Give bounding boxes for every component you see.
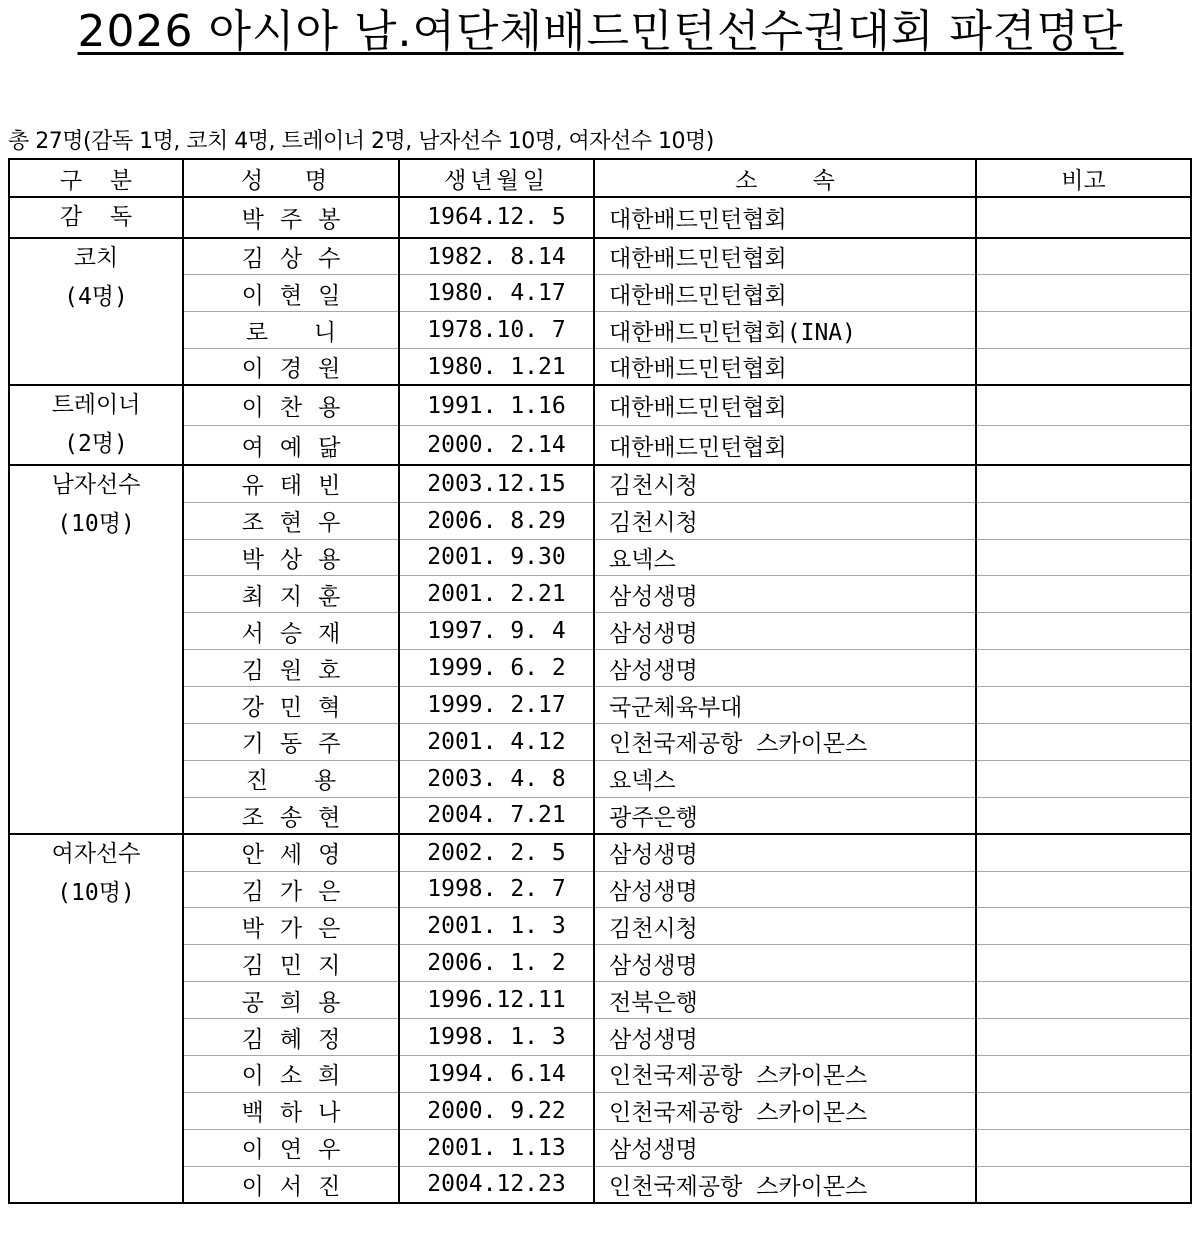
group-count: (4명) <box>64 283 128 310</box>
member-affiliation: 전북은행 <box>594 982 976 1019</box>
member-name: 이현일 <box>183 275 399 312</box>
member-birthdate: 2004. 7.21 <box>399 797 594 834</box>
table-row <box>9 945 1191 982</box>
member-affiliation: 김천시청 <box>594 465 976 502</box>
member-name: 이연우 <box>183 1129 399 1166</box>
group-category-cell <box>9 385 183 465</box>
member-name: 김원호 <box>183 650 399 687</box>
table-row <box>9 312 1191 349</box>
member-name: 김가은 <box>183 871 399 908</box>
member-note <box>976 385 1191 425</box>
member-note <box>976 1129 1191 1166</box>
member-affiliation: 삼성생명 <box>594 1129 976 1166</box>
member-name: 서승재 <box>183 613 399 650</box>
group-count: (2명) <box>64 431 128 458</box>
group-label: 여자선수 <box>51 841 141 868</box>
roster-table <box>8 158 1192 1204</box>
member-note <box>976 502 1191 539</box>
member-name: 김혜정 <box>183 1019 399 1056</box>
group-count: (10명) <box>57 511 135 538</box>
group-count: (10명) <box>57 880 135 907</box>
member-affiliation: 대한배드민턴협회 <box>594 238 976 275</box>
member-name: 박주봉 <box>183 197 399 238</box>
member-note <box>976 687 1191 724</box>
member-birthdate: 2006. 1. 2 <box>399 945 594 982</box>
table-row <box>9 1092 1191 1129</box>
member-affiliation: 광주은행 <box>594 797 976 834</box>
member-note <box>976 650 1191 687</box>
member-affiliation: 요넥스 <box>594 539 976 576</box>
member-birthdate: 2002. 2. 5 <box>399 834 594 871</box>
roster-summary: 총 27명(감독 1명, 코치 4명, 트레이너 2명, 남자선수 10명, 여자선수 10명) <box>8 129 714 154</box>
member-name: 이찬용 <box>183 385 399 425</box>
member-birthdate: 2001. 1.13 <box>399 1129 594 1166</box>
table-row <box>9 197 1191 238</box>
member-name: 여예닮 <box>183 425 399 465</box>
member-affiliation: 삼성생명 <box>594 650 976 687</box>
member-note <box>976 197 1191 238</box>
member-note <box>976 349 1191 386</box>
member-birthdate: 2000. 9.22 <box>399 1092 594 1129</box>
table-row <box>9 1019 1191 1056</box>
table-row <box>9 385 1191 425</box>
member-affiliation: 인천국제공항 스카이몬스 <box>594 723 976 760</box>
member-birthdate: 1998. 1. 3 <box>399 1019 594 1056</box>
table-row <box>9 425 1191 465</box>
member-affiliation: 인천국제공항 스카이몬스 <box>594 1055 976 1092</box>
member-birthdate: 2006. 8.29 <box>399 502 594 539</box>
member-affiliation: 인천국제공항 스카이몬스 <box>594 1166 976 1203</box>
member-note <box>976 1055 1191 1092</box>
table-row <box>9 502 1191 539</box>
member-note <box>976 1166 1191 1203</box>
table-row <box>9 613 1191 650</box>
table-row <box>9 908 1191 945</box>
member-name: 이소희 <box>183 1055 399 1092</box>
member-name: 진 용 <box>183 760 399 797</box>
member-note <box>976 834 1191 871</box>
table-row <box>9 871 1191 908</box>
table-row <box>9 723 1191 760</box>
member-birthdate: 1999. 6. 2 <box>399 650 594 687</box>
member-birthdate: 2001. 1. 3 <box>399 908 594 945</box>
member-birthdate: 2001. 2.21 <box>399 576 594 613</box>
member-affiliation: 대한배드민턴협회 <box>594 197 976 238</box>
table-row <box>9 687 1191 724</box>
member-affiliation: 대한배드민턴협회(INA) <box>594 312 976 349</box>
member-note <box>976 723 1191 760</box>
member-birthdate: 1994. 6.14 <box>399 1055 594 1092</box>
table-row <box>9 797 1191 834</box>
member-name: 김상수 <box>183 238 399 275</box>
table-row <box>9 238 1191 275</box>
member-birthdate: 2003. 4. 8 <box>399 760 594 797</box>
table-row <box>9 650 1191 687</box>
member-note <box>976 275 1191 312</box>
group-label: 트레이너 <box>51 392 141 419</box>
member-note <box>976 982 1191 1019</box>
member-name: 조현우 <box>183 502 399 539</box>
member-name: 박가은 <box>183 908 399 945</box>
member-birthdate: 1978.10. 7 <box>399 312 594 349</box>
member-note <box>976 312 1191 349</box>
member-birthdate: 1996.12.11 <box>399 982 594 1019</box>
table-row <box>9 834 1191 871</box>
member-affiliation: 삼성생명 <box>594 834 976 871</box>
table-row <box>9 1166 1191 1203</box>
member-name: 안세영 <box>183 834 399 871</box>
table-header-row <box>9 159 1191 197</box>
title-text: 2026 아시아 남.여단체배드민턴선수권대회 파견명단 <box>77 6 1124 57</box>
group-category-cell <box>9 238 183 386</box>
group-label: 코치 <box>73 244 119 271</box>
member-name: 이서진 <box>183 1166 399 1203</box>
member-name: 최지훈 <box>183 576 399 613</box>
member-note <box>976 613 1191 650</box>
member-affiliation: 삼성생명 <box>594 1019 976 1056</box>
member-name: 김민지 <box>183 945 399 982</box>
member-note <box>976 871 1191 908</box>
member-name: 강민혁 <box>183 687 399 724</box>
member-birthdate: 1991. 1.16 <box>399 385 594 425</box>
member-name: 유태빈 <box>183 465 399 502</box>
header-note: 비고 <box>976 159 1191 197</box>
member-name: 백하나 <box>183 1092 399 1129</box>
member-name: 이경원 <box>183 349 399 386</box>
member-note <box>976 1092 1191 1129</box>
member-note <box>976 797 1191 834</box>
member-affiliation: 김천시청 <box>594 502 976 539</box>
group-category-cell <box>9 465 183 834</box>
member-birthdate: 2001. 4.12 <box>399 723 594 760</box>
member-note <box>976 465 1191 502</box>
member-note <box>976 576 1191 613</box>
member-affiliation: 삼성생명 <box>594 576 976 613</box>
table-row <box>9 760 1191 797</box>
member-affiliation: 요넥스 <box>594 760 976 797</box>
member-affiliation: 김천시청 <box>594 908 976 945</box>
table-row <box>9 1055 1191 1092</box>
table-row <box>9 539 1191 576</box>
header-affiliation: 소 속 <box>594 159 976 197</box>
member-note <box>976 425 1191 465</box>
header-category: 구 분 <box>9 159 183 197</box>
member-name: 기동주 <box>183 723 399 760</box>
member-birthdate: 1980. 1.21 <box>399 349 594 386</box>
member-affiliation: 인천국제공항 스카이몬스 <box>594 1092 976 1129</box>
member-birthdate: 1999. 2.17 <box>399 687 594 724</box>
member-affiliation: 대한배드민턴협회 <box>594 349 976 386</box>
member-birthdate: 1980. 4.17 <box>399 275 594 312</box>
member-affiliation: 삼성생명 <box>594 871 976 908</box>
member-note <box>976 539 1191 576</box>
member-birthdate: 1997. 9. 4 <box>399 613 594 650</box>
member-affiliation: 삼성생명 <box>594 613 976 650</box>
member-note <box>976 238 1191 275</box>
member-birthdate: 2000. 2.14 <box>399 425 594 465</box>
member-note <box>976 908 1191 945</box>
member-name: 박상용 <box>183 539 399 576</box>
member-affiliation: 삼성생명 <box>594 945 976 982</box>
roster-body <box>9 197 1191 1203</box>
member-name: 조송현 <box>183 797 399 834</box>
group-category-cell <box>9 834 183 1203</box>
member-birthdate: 2004.12.23 <box>399 1166 594 1203</box>
member-birthdate: 1982. 8.14 <box>399 238 594 275</box>
table-row <box>9 349 1191 386</box>
member-affiliation: 대한배드민턴협회 <box>594 385 976 425</box>
member-birthdate: 2003.12.15 <box>399 465 594 502</box>
table-row <box>9 1129 1191 1166</box>
table-row <box>9 465 1191 502</box>
group-label: 남자선수 <box>51 472 141 499</box>
group-category-cell <box>9 197 183 238</box>
document-title <box>0 4 1201 60</box>
member-note <box>976 760 1191 797</box>
member-affiliation: 대한배드민턴협회 <box>594 275 976 312</box>
table-row <box>9 576 1191 613</box>
table-row <box>9 275 1191 312</box>
member-name: 로 니 <box>183 312 399 349</box>
member-birthdate: 1998. 2. 7 <box>399 871 594 908</box>
member-name: 공희용 <box>183 982 399 1019</box>
member-affiliation: 국군체육부대 <box>594 687 976 724</box>
table-row <box>9 982 1191 1019</box>
member-affiliation: 대한배드민턴협회 <box>594 425 976 465</box>
member-note <box>976 945 1191 982</box>
header-dob: 생년월일 <box>399 159 594 197</box>
member-birthdate: 1964.12. 5 <box>399 197 594 238</box>
header-name: 성 명 <box>183 159 399 197</box>
group-label: 감 독 <box>59 204 133 230</box>
member-birthdate: 2001. 9.30 <box>399 539 594 576</box>
member-note <box>976 1019 1191 1056</box>
